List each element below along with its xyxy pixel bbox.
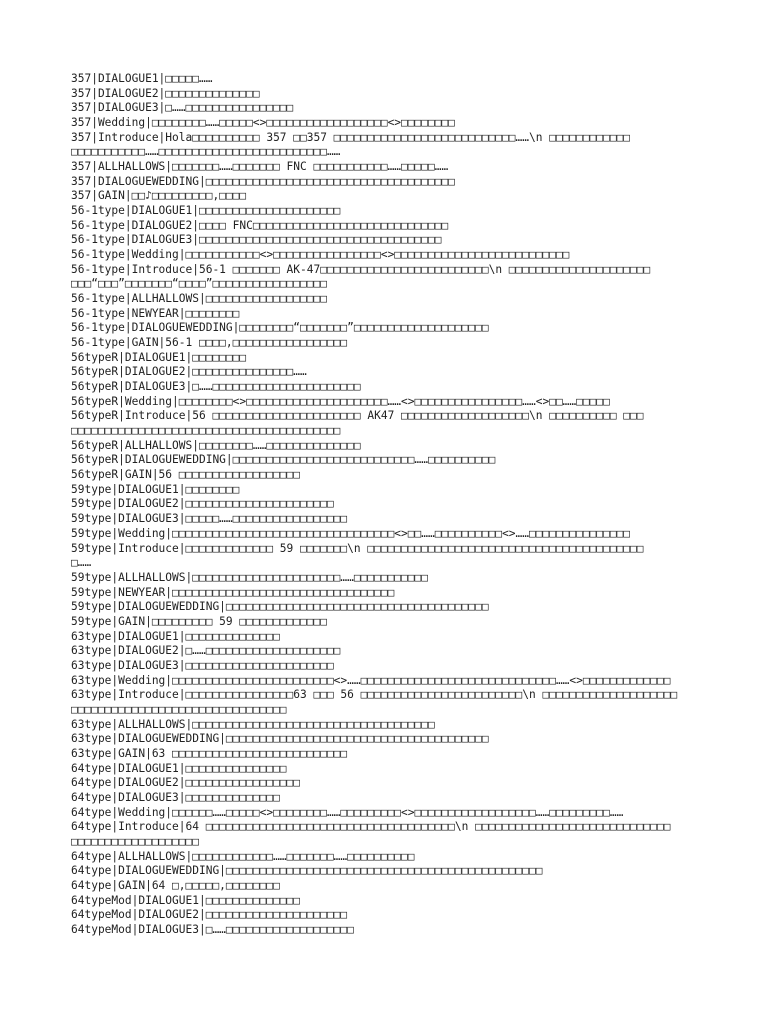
text-line: 59type|Wedding|□□□□□□□□□□□□□□□□□□□□□□□□□□□□□□□□□<>□□……□□□□□□□□□□<>……□□□□□□□□□□□□□□□ <box>71 526 631 540</box>
text-line: 357|Introduce|Hola□□□□□□□□□□ 357 □□357 □□□□□□□□□□□□□□□□□□□□□□□□□□□……\n □□□□□□□□□□□□ <box>71 130 631 144</box>
text-line: 64type|Introduce|64 □□□□□□□□□□□□□□□□□□□□□□□□□□□□□□□□□□□□□\n □□□□□□□□□□□□□□□□□□□□□□□□□□□□□ <box>71 820 671 834</box>
text-line: 357|DIALOGUE1|□□□□□…… <box>71 72 213 85</box>
text-line: 56typeR|Introduce|56 □□□□□□□□□□□□□□□□□□□□□□ AK47 □□□□□□□□□□□□□□□□□□□\n □□□□□□□□□□ □□□ <box>71 409 644 423</box>
text-line: 63type|DIALOGUE1|□□□□□□□□□□□□□□ <box>71 629 280 643</box>
text-line: 64typeMod|DIALOGUE1|□□□□□□□□□□□□□□ <box>71 893 301 907</box>
text-line: 56-1type|DIALOGUEWEDDING|□□□□□□□□“□□□□□□□”□□□□□□□□□□□□□□□□□□□□ <box>71 321 489 335</box>
text-line: 64type|DIALOGUE3|□□□□□□□□□□□□□□ <box>71 790 280 804</box>
text-line: 63type|Wedding|□□□□□□□□□□□□□□□□□□□□□□□□<>……□□□□□□□□□□□□□□□□□□□□□□□□□□□□□……<>□□□□□□□□□□□□□ <box>71 673 671 687</box>
text-line: 64type|GAIN|64 □,□□□□□,□□□□□□□□ <box>71 878 280 892</box>
text-line: 357|ALLHALLOWS|□□□□□□□……□□□□□□□ FNC □□□□□□□□□□□……□□□□□…… <box>71 160 449 174</box>
text-line: 357|DIALOGUE2|□□□□□□□□□□□□□□ <box>71 86 260 100</box>
text-line: 56typeR|GAIN|56 □□□□□□□□□□□□□□□□□□ <box>71 468 301 482</box>
text-line: 56-1type|DIALOGUE2|□□□□ FNC□□□□□□□□□□□□□□□□□□□□□□□□□□□□□ <box>71 218 449 232</box>
text-line: 64typeMod|DIALOGUE2|□□□□□□□□□□□□□□□□□□□□□ <box>71 908 348 922</box>
text-block <box>71 72 711 938</box>
text-line: 64typeMod|DIALOGUE3|□……□□□□□□□□□□□□□□□□□□□ <box>71 922 354 936</box>
text-line: 56typeR|ALLHALLOWS|□□□□□□□□……□□□□□□□□□□□□□□ <box>71 438 361 452</box>
text-line: 59type|GAIN|□□□□□□□□□ 59 □□□□□□□□□□□□□ <box>71 614 327 628</box>
text-line: 59type|DIALOGUE3|□□□□□……□□□□□□□□□□□□□□□□□ <box>71 512 348 526</box>
text-line: 59type|ALLHALLOWS|□□□□□□□□□□□□□□□□□□□□□□……□□□□□□□□□□□ <box>71 570 428 584</box>
text-line: 64type|Wedding|□□□□□□……□□□□□<>□□□□□□□□……□□□□□□□□□<>□□□□□□□□□□□□□□□□□□……□□□□□□□□□…… <box>71 805 624 819</box>
text-line: 64type|DIALOGUE2|□□□□□□□□□□□□□□□□□ <box>71 776 301 790</box>
text-line: 63type|DIALOGUE3|□□□□□□□□□□□□□□□□□□□□□□ <box>71 658 334 672</box>
text-line: 64type|DIALOGUEWEDDING|□□□□□□□□□□□□□□□□□□□□□□□□□□□□□□□□□□□□□□□□□□□□□□□ <box>71 864 543 878</box>
text-line: 56-1type|DIALOGUE1|□□□□□□□□□□□□□□□□□□□□□ <box>71 204 341 218</box>
text-line: 357|GAIN|□□♪□□□□□□□□□,□□□□ <box>71 189 247 203</box>
text-line: □□□□□□□□□□□……□□□□□□□□□□□□□□□□□□□□□□□□□…… <box>71 145 341 159</box>
text-line: 56-1type|DIALOGUE3|□□□□□□□□□□□□□□□□□□□□□□□□□□□□□□□□□□□□ <box>71 233 442 247</box>
text-line: 59type|DIALOGUE1|□□□□□□□□ <box>71 482 240 496</box>
text-line: 63type|Introduce|□□□□□□□□□□□□□□□□63 □□□ 56 □□□□□□□□□□□□□□□□□□□□□□□□\n □□□□□□□□□□□□□□□□□□□□ <box>71 688 678 702</box>
text-line: □□□□□□□□□□□□□□□□□□□□□□□□□□□□□□□□ <box>71 702 287 716</box>
text-line: 59type|NEWYEAR|□□□□□□□□□□□□□□□□□□□□□□□□□□□□□□□□□ <box>71 585 395 599</box>
text-line: 59type|DIALOGUEWEDDING|□□□□□□□□□□□□□□□□□□□□□□□□□□□□□□□□□□□□□□□ <box>71 600 489 614</box>
text-line: □□□□□□□□□□□□□□□□□□□□□□□□□□□□□□□□□□□□□□□□ <box>71 424 341 438</box>
text-line: 56-1type|GAIN|56-1 □□□□,□□□□□□□□□□□□□□□□□ <box>71 336 348 350</box>
text-line: 56typeR|DIALOGUEWEDDING|□□□□□□□□□□□□□□□□□□□□□□□□□□□……□□□□□□□□□□ <box>71 453 496 467</box>
text-line: 56typeR|DIALOGUE3|□……□□□□□□□□□□□□□□□□□□□□□□ <box>71 380 361 394</box>
text-line: 63type|GAIN|63 □□□□□□□□□□□□□□□□□□□□□□□□□□ <box>71 746 348 760</box>
text-line: □…… <box>71 556 92 570</box>
text-line: 56typeR|Wedding|□□□□□□□□<>□□□□□□□□□□□□□□□□□□□□□……<>□□□□□□□□□□□□□□□□……<>□□……□□□□□ <box>71 394 610 408</box>
text-line: 357|Wedding|□□□□□□□□……□□□□□<>□□□□□□□□□□□□□□□□□□<>□□□□□□□□ <box>71 116 455 130</box>
text-line: 357|DIALOGUEWEDDING|□□□□□□□□□□□□□□□□□□□□□□□□□□□□□□□□□□□□□ <box>71 174 455 188</box>
text-line: 59type|DIALOGUE2|□□□□□□□□□□□□□□□□□□□□□□ <box>71 497 334 511</box>
text-line: 56typeR|DIALOGUE2|□□□□□□□□□□□□□□□…… <box>71 365 307 379</box>
text-line: 56-1type|Wedding|□□□□□□□□□□□<>□□□□□□□□□□□□□□□□<>□□□□□□□□□□□□□□□□□□□□□□□□□□ <box>71 248 570 262</box>
text-line: □□□“□□□”□□□□□□□“□□□□”□□□□□□□□□□□□□□□□□ <box>71 277 327 291</box>
text-line: 357|DIALOGUE3|□……□□□□□□□□□□□□□□□□ <box>71 101 294 115</box>
text-line: 64type|DIALOGUE1|□□□□□□□□□□□□□□□ <box>71 761 287 775</box>
text-line: 63type|DIALOGUEWEDDING|□□□□□□□□□□□□□□□□□□□□□□□□□□□□□□□□□□□□□□□ <box>71 732 489 746</box>
text-line: 63type|DIALOGUE2|□……□□□□□□□□□□□□□□□□□□□□ <box>71 644 341 658</box>
text-line: 56-1type|Introduce|56-1 □□□□□□□ AK-47□□□□□□□□□□□□□□□□□□□□□□□□□\n □□□□□□□□□□□□□□□□□□□□□ <box>71 262 651 276</box>
text-line: 64type|ALLHALLOWS|□□□□□□□□□□□□……□□□□□□□……□□□□□□□□□□ <box>71 849 415 863</box>
text-line: 63type|ALLHALLOWS|□□□□□□□□□□□□□□□□□□□□□□□□□□□□□□□□□□□□ <box>71 717 435 731</box>
text-line: 56typeR|DIALOGUE1|□□□□□□□□ <box>71 350 247 364</box>
text-line: 56-1type|ALLHALLOWS|□□□□□□□□□□□□□□□□□□ <box>71 292 327 306</box>
text-line: 56-1type|NEWYEAR|□□□□□□□□ <box>71 306 240 320</box>
text-line: □□□□□□□□□□□□□□□□□□□ <box>71 834 199 848</box>
text-line: 59type|Introduce|□□□□□□□□□□□□□ 59 □□□□□□□\n □□□□□□□□□□□□□□□□□□□□□□□□□□□□□□□□□□□□□□□□□ <box>71 541 644 555</box>
